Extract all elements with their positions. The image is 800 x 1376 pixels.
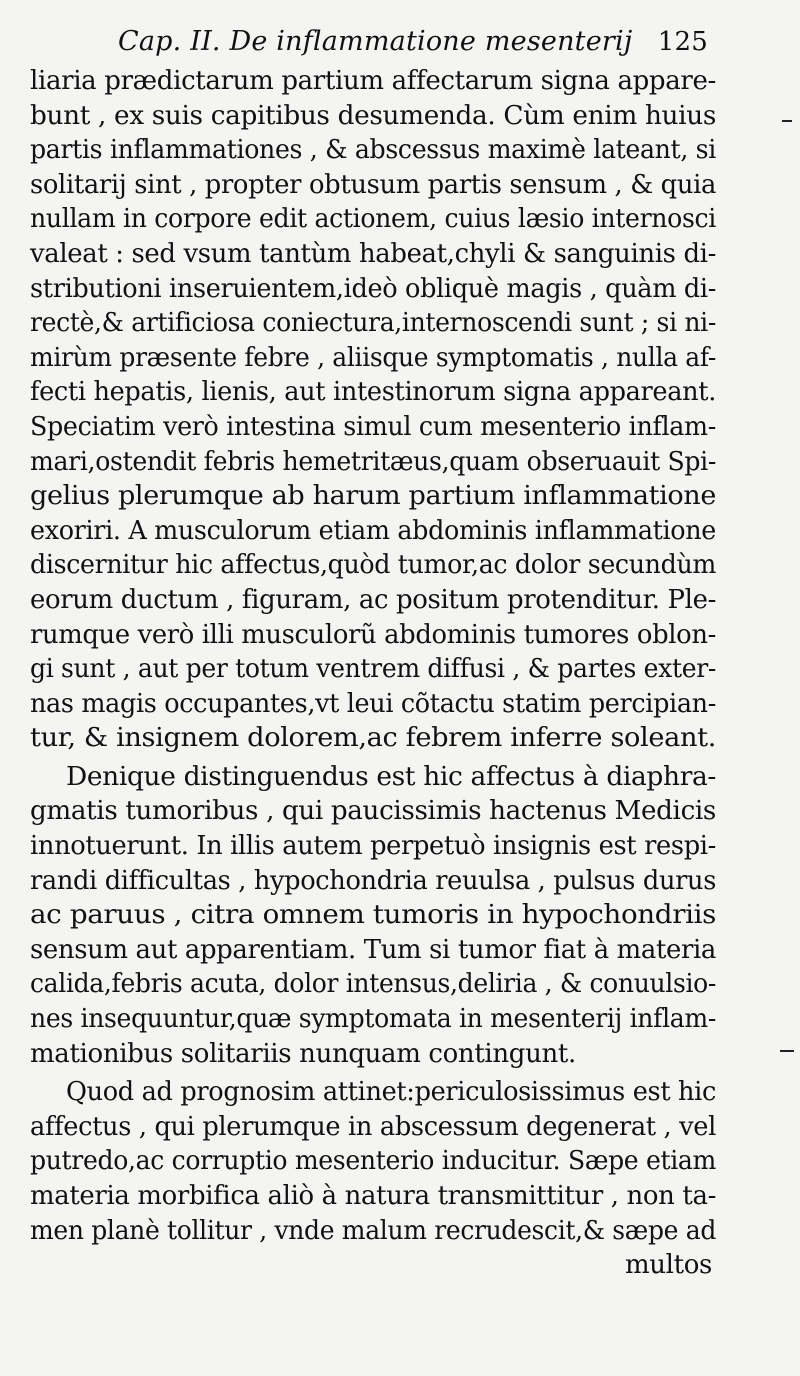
catchword: multos bbox=[624, 1250, 712, 1281]
text-line: gmatis tumoribus , qui paucissimis hactenus Medicis bbox=[30, 796, 716, 827]
margin-mark bbox=[782, 120, 792, 122]
page-number: 125 bbox=[657, 27, 708, 57]
text-line: mari,ostendit febris hemetritæus,quam obseruauit Spi- bbox=[30, 446, 716, 477]
text-line: sensum aut apparentiam. Tum si tumor fiat à materia bbox=[30, 934, 716, 965]
text-line: Speciatim verò intestina simul cum mesenterio inflam- bbox=[30, 411, 716, 442]
text-line: tur, & insignem dolorem,ac febrem inferre soleant. bbox=[30, 723, 716, 754]
text-line: stributioni inseruientem,ideò obliquè magis , quàm di- bbox=[30, 273, 716, 304]
text-line: mirùm præsente febre , aliisque symptomatis , nulla af- bbox=[30, 342, 716, 373]
paragraph bbox=[30, 1075, 720, 1248]
running-title: Cap. II. De inflammatione mesenterij bbox=[118, 26, 633, 57]
text-line: gi sunt , aut per totum ventrem diffusi , & partes exter- bbox=[30, 654, 716, 685]
text-line: nas magis occupantes,vt leui cõtactu statim percipian- bbox=[30, 688, 716, 719]
text-line: putredo,ac corruptio mesenterio inducitur. Sæpe etiam bbox=[30, 1146, 716, 1177]
text-line: men planè tollitur , vnde malum recrudescit,& sæpe ad bbox=[30, 1215, 716, 1246]
text-line: nullam in corpore edit actionem, cuius læsio internosci bbox=[30, 204, 716, 235]
text-line: mationibus solitariis nunquam contingunt. bbox=[30, 1038, 576, 1069]
margin-mark bbox=[780, 1050, 794, 1052]
text-line: nes insequuntur,quæ symptomata in mesenterij inflam- bbox=[30, 1004, 716, 1035]
text-line: Denique distinguendus est hic affectus à diaphra- bbox=[66, 761, 716, 792]
text-line: exoriri. A musculorum etiam abdominis inflammatione bbox=[30, 515, 716, 546]
text-line: discernitur hic affectus,quòd tumor,ac dolor secundùm bbox=[30, 550, 716, 581]
text-line: rectè,& artificiosa coniectura,internoscendi sunt ; si ni- bbox=[30, 308, 716, 339]
text-line: randi difficultas , hypochondria reuulsa , pulsus durus bbox=[30, 865, 716, 896]
text-line: rumque verò illi musculorũ abdominis tumores oblon- bbox=[30, 619, 716, 650]
body-text bbox=[30, 64, 720, 1283]
text-line: partis inflammationes , & abscessus maximè lateant, si bbox=[30, 135, 716, 166]
running-head bbox=[118, 26, 708, 66]
text-line: materia morbifica aliò à natura transmittitur , non ta- bbox=[30, 1181, 716, 1211]
text-line: eorum ductum , figuram, ac positum protenditur. Ple- bbox=[30, 584, 716, 615]
text-line: calida,febris acuta, dolor intensus,deliria , & conuulsio- bbox=[30, 969, 716, 1000]
text-line: liaria prædictarum partium affectarum signa appare- bbox=[30, 66, 716, 96]
text-line: valeat : sed vsum tantùm habeat,chyli & sanguinis di- bbox=[30, 238, 716, 269]
text-line: gelius plerumque ab harum partium inflammatione bbox=[30, 481, 716, 512]
text-line: innotuerunt. In illis autem perpetuò insignis est respi- bbox=[30, 831, 716, 862]
text-line: ac paruus , citra omnem tumoris in hypochondriis bbox=[30, 900, 716, 931]
paragraph bbox=[30, 760, 720, 1071]
text-line: bunt , ex suis capitibus desumenda. Cùm enim huius bbox=[30, 100, 716, 131]
text-line: solitarij sint , propter obtusum partis sensum , & quia bbox=[30, 169, 716, 200]
text-line: affectus , qui plerumque in abscessum degenerat , vel bbox=[30, 1111, 716, 1142]
paragraph bbox=[30, 64, 720, 756]
text-line: fecti hepatis, lienis, aut intestinorum signa appareant. bbox=[30, 377, 716, 408]
text-line: Quod ad prognosim attinet:periculosissimus est hic bbox=[66, 1077, 716, 1108]
